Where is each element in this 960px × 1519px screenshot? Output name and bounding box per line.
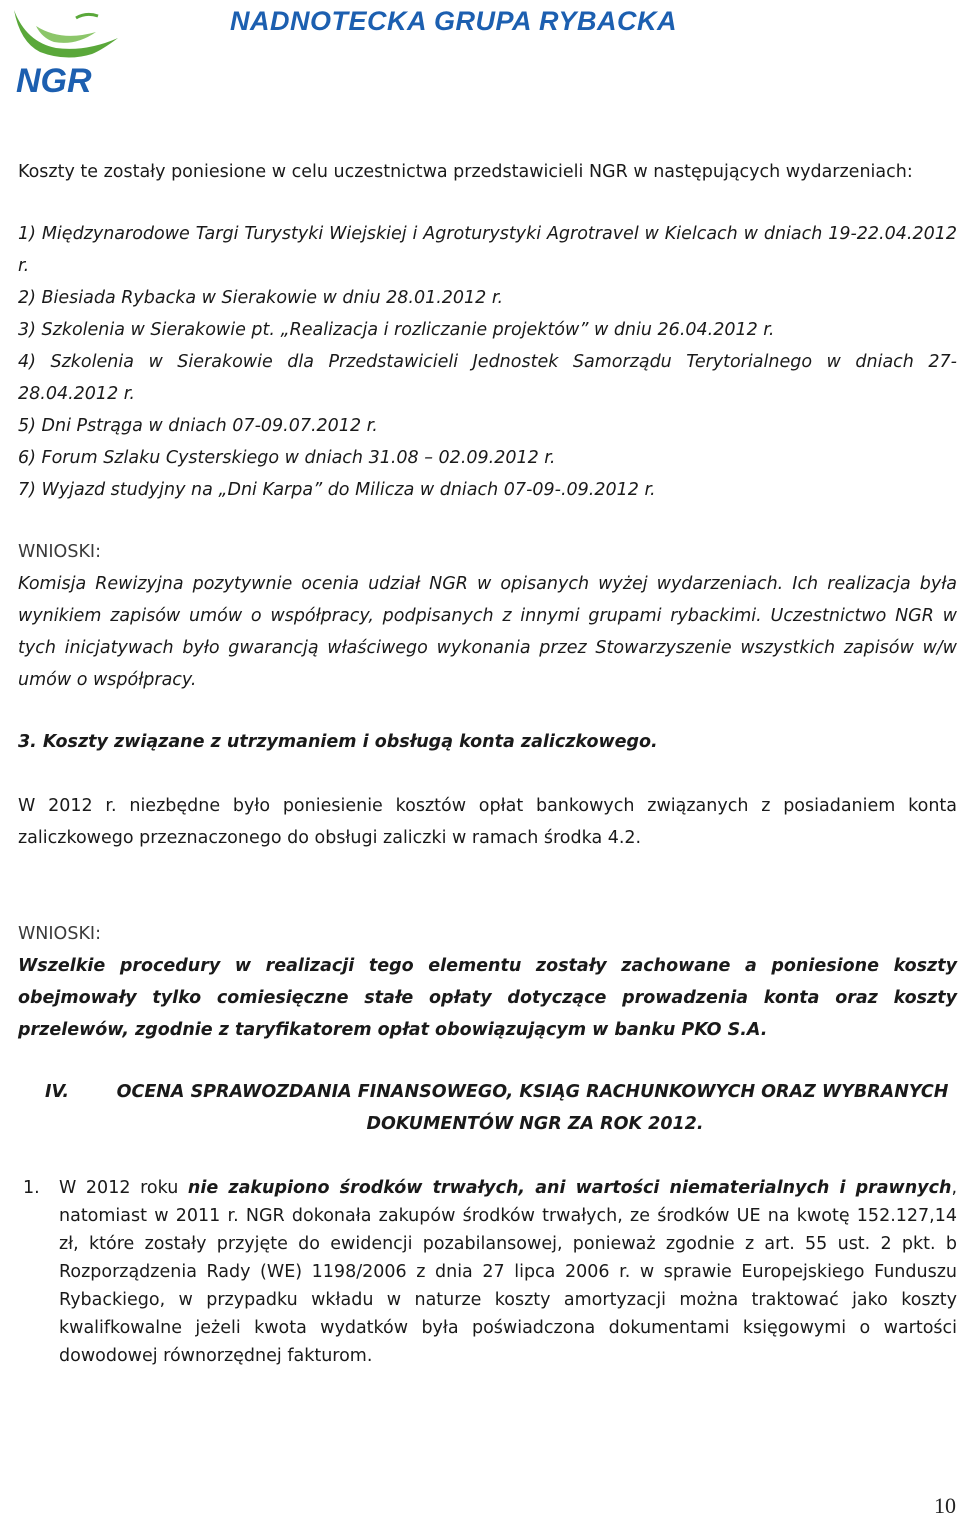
section-iv-heading — [18, 1076, 957, 1140]
item-1-rest: , natomiast w 2011 r. NGR dokonała zakupów środków trwałych, ze środków UE na kwotę 152.127,14 zł, które zostały przyjęte do ewidencji pozabilansowej, ponieważ zgodnie z art. 55 ust. 2 pkt. b Rozporządzenia Rady (WE) 1198/2006 z dnia 27 lipca 2006 r. w sprawie Europejskiego Funduszu Rybackiego, w przypadku wkładu w naturze koszty amortyzacji można traktować jako koszty kwalifkowalne jeżeli kwota wydatków była poświadczona dokumentami księgowymi o wartości dowodowej równorzędnej fakturom. — [59, 1178, 958, 1366]
item-1 — [18, 1174, 957, 1370]
event-item-3: 3) Szkolenia w Sierakowie pt. „Realizacja i rozliczanie projektów” w dniu 26.04.2012 r. — [18, 320, 775, 340]
conclusions-text-2: Wszelkie procedury w realizacji tego elementu zostały zachowane a poniesione koszty obejmowały tylko comiesięczne stałe opłaty dotyczące prowadzenia konta oraz koszty przelewów, zgodnie z taryfikatorem opłat obowiązującym w banku PKO S.A. — [18, 956, 957, 1040]
events-list — [18, 218, 957, 506]
conclusions-text-1: Komisja Rewizyjna pozytywnie ocenia udział NGR w opisanych wyżej wydarzeniach. Ich realizacja była wynikiem zapisów umów o współpracy, podpisanych z innymi grupami rybackimi. Uczestnictwo NGR w tych inicjatywach było gwarancją właściwego wykonania przez Stowarzyszenie wszystkich zapisów w/w umów o współpracy. — [18, 574, 957, 690]
logo-text: NGR — [16, 62, 92, 98]
section-3-text: W 2012 r. niezbędne było poniesienie kosztów opłat bankowych związanych z posiadaniem konta zaliczkowego przeznaczonego do obsługi zaliczki w ramach środka 4.2. — [18, 796, 957, 848]
event-item-1: 1) Międzynarodowe Targi Turystyki Wiejskiej i Agroturystyki Agrotravel w Kielcach w dniach 19-22.04.2012 r. — [18, 224, 957, 276]
conclusions-label-1: WNIOSKI: — [18, 542, 101, 562]
item-1-number: 1. — [23, 1178, 40, 1198]
section-3-heading: 3. Koszty związane z utrzymaniem i obsługą konta zaliczkowego. — [18, 732, 658, 752]
event-item-2: 2) Biesiada Rybacka w Sierakowie w dniu 28.01.2012 r. — [18, 288, 504, 308]
page-number: 10 — [934, 1493, 956, 1518]
event-item-5: 5) Dni Pstrąga w dniach 07-09.07.2012 r. — [18, 416, 378, 436]
intro-paragraph: Koszty te zostały poniesione w celu uczestnictwa przedstawicieli NGR w następujących wydarzeniach: — [18, 162, 913, 182]
ngr-logo — [6, 2, 126, 98]
section-iv-title-line1: OCENA SPRAWOZDANIA FINANSOWEGO, KSIĄG RACHUNKOWYCH ORAZ WYBRANYCH — [116, 1082, 949, 1102]
item-1-text — [59, 1174, 957, 1370]
event-item-6: 6) Forum Szlaku Cysterskiego w dniach 31.08 – 02.09.2012 r. — [18, 448, 556, 468]
document-body — [18, 156, 957, 1370]
item-1-lead: W 2012 roku — [59, 1178, 188, 1198]
conclusions-label-2: WNIOSKI: — [18, 924, 101, 944]
event-item-7: 7) Wyjazd studyjny na „Dni Karpa” do Milicza w dniach 07-09-.09.2012 r. — [18, 480, 656, 500]
organization-title: NADNOTECKA GRUPA RYBACKA — [230, 6, 678, 36]
section-iv-number: IV. — [45, 1082, 69, 1102]
item-1-bold: nie zakupiono środków trwałych, ani wartości niematerialnych i prawnych — [187, 1178, 952, 1198]
event-item-4: 4) Szkolenia w Sierakowie dla Przedstawicieli Jednostek Samorządu Terytorialnego w dniach 27-28.04.2012 r. — [18, 352, 957, 404]
fish-logo-icon — [6, 2, 126, 98]
section-iv-title-line2: DOKUMENTÓW NGR ZA ROK 2012. — [366, 1114, 704, 1134]
